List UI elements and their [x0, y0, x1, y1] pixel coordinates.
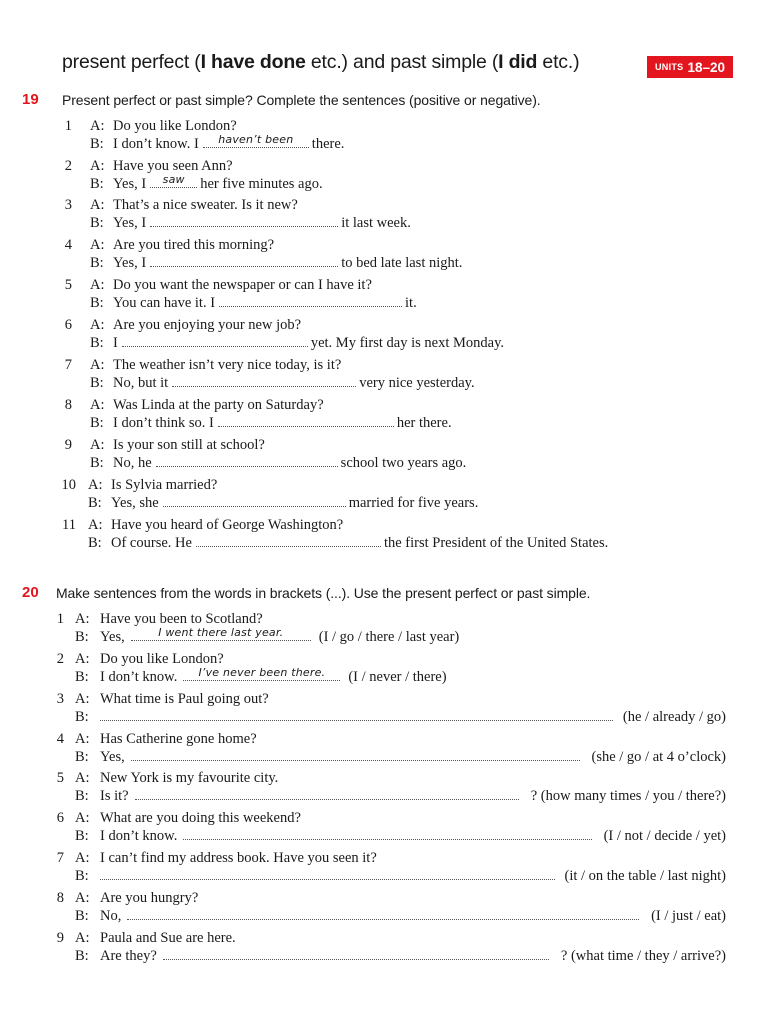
item-number: 11	[62, 517, 76, 533]
speaker-a-text: The weather isn’t very nice today, is it?	[113, 357, 342, 373]
speaker-a-text: Have you seen Ann?	[113, 158, 233, 174]
item-number: 2	[56, 651, 64, 667]
speaker-b-sentence	[113, 295, 417, 312]
speaker-a-text: Do you like London?	[113, 118, 237, 134]
answer-blank[interactable]	[183, 828, 591, 840]
item-number: 6	[64, 317, 72, 333]
speaker-b-label: B:	[90, 176, 104, 192]
sentence-end: her five minutes ago.	[200, 176, 323, 192]
speaker-a-label: A:	[90, 397, 105, 413]
speaker-a-label: A:	[75, 810, 90, 826]
speaker-b-sentence	[100, 948, 549, 965]
speaker-a-label: A:	[90, 237, 105, 253]
speaker-b-label: B:	[90, 375, 104, 391]
sentence-end: the first President of the United States.	[383, 535, 609, 551]
speaker-b-label: B:	[75, 709, 89, 725]
speaker-b-label: B:	[75, 788, 89, 804]
speaker-a-text: I can’t find my address book. Have you seen it?	[100, 850, 377, 866]
speaker-a-label: A:	[75, 651, 90, 667]
speaker-b-sentence	[113, 215, 411, 232]
speaker-b-label: B:	[90, 295, 104, 311]
sentence-end: it.	[405, 295, 417, 311]
answer-blank[interactable]	[100, 709, 613, 721]
sentence-end: school two years ago.	[340, 455, 467, 471]
speaker-b-label: B:	[90, 415, 104, 431]
speaker-a-text: Is Sylvia married?	[111, 477, 218, 493]
speaker-b-sentence	[113, 335, 504, 352]
sentence-end: it last week.	[341, 215, 411, 231]
answer-blank[interactable]	[150, 255, 338, 267]
sentence-end: very nice yesterday.	[359, 375, 475, 391]
answer-blank[interactable]	[131, 749, 580, 761]
word-prompt: (I / just / eat)	[651, 908, 726, 924]
answer-blank[interactable]	[196, 535, 381, 547]
sentence-start: You can have it. I	[113, 295, 216, 311]
answer-blank[interactable]	[150, 215, 338, 227]
speaker-a-text: Have you heard of George Washington?	[111, 517, 344, 533]
speaker-b-sentence	[111, 535, 608, 552]
speaker-b-label: B:	[88, 535, 102, 551]
answer-blank[interactable]	[219, 295, 402, 307]
speaker-a-text: New York is my favourite city.	[100, 770, 279, 786]
speaker-b-label: B:	[75, 629, 89, 645]
speaker-b-label: B:	[90, 255, 104, 271]
units-badge: UNITS 18–20	[647, 56, 733, 78]
speaker-b-sentence	[113, 133, 345, 153]
word-prompt: (he / already / go)	[622, 709, 726, 725]
speaker-b-sentence	[113, 255, 462, 272]
sentence-end: yet. My first day is next Monday.	[310, 335, 505, 351]
item-number: 10	[61, 477, 76, 493]
sentence-start: Yes,	[100, 749, 125, 765]
item-number: 3	[64, 197, 72, 213]
sentence-end: there.	[311, 136, 345, 152]
sentence-start: Are they?	[100, 948, 157, 964]
item-number: 1	[64, 118, 72, 134]
speaker-b-sentence	[100, 709, 613, 726]
speaker-a-text: Do you like London?	[100, 651, 224, 667]
speaker-b-label: B:	[90, 455, 104, 471]
answer-blank[interactable]	[183, 666, 340, 681]
sentence-start: Yes, I	[113, 255, 147, 271]
speaker-b-label: B:	[75, 908, 89, 924]
exercise-19-number: 19	[22, 91, 39, 108]
exercise-20-number: 20	[22, 584, 39, 601]
handwritten-answer: saw	[162, 173, 185, 186]
speaker-a-text: Has Catherine gone home?	[100, 731, 257, 747]
speaker-a-label: A:	[90, 317, 105, 333]
speaker-b-sentence	[113, 173, 323, 193]
item-number: 3	[56, 691, 64, 707]
speaker-b-sentence	[100, 749, 580, 766]
speaker-a-label: A:	[75, 930, 90, 946]
speaker-b-label: B:	[75, 868, 89, 884]
speaker-a-text: Was Linda at the party on Saturday?	[113, 397, 324, 413]
item-number: 7	[56, 850, 64, 866]
word-prompt: (she / go / at 4 o’clock)	[591, 749, 726, 765]
item-number: 4	[64, 237, 72, 253]
answer-blank[interactable]	[150, 173, 197, 188]
speaker-a-label: A:	[75, 850, 90, 866]
speaker-a-label: A:	[90, 197, 105, 213]
speaker-b-sentence	[100, 868, 555, 885]
speaker-b-label: B:	[75, 669, 89, 685]
answer-blank[interactable]	[203, 133, 309, 148]
speaker-a-label: A:	[90, 118, 105, 134]
speaker-b-label: B:	[90, 136, 104, 152]
speaker-b-label: B:	[75, 948, 89, 964]
answer-blank[interactable]	[100, 868, 555, 880]
speaker-a-text: Are you hungry?	[100, 890, 199, 906]
speaker-b-sentence	[113, 375, 475, 392]
answer-blank[interactable]	[127, 908, 639, 920]
speaker-a-text: That’s a nice sweater. Is it new?	[113, 197, 298, 213]
handwritten-answer: I went there last year.	[158, 626, 284, 639]
item-number: 1	[56, 611, 64, 627]
sentence-start: Is it?	[100, 788, 129, 804]
sentence-end: married for five years.	[348, 495, 479, 511]
speaker-a-label: A:	[75, 691, 90, 707]
speaker-a-label: A:	[88, 517, 103, 533]
speaker-a-label: A:	[75, 770, 90, 786]
item-number: 5	[64, 277, 72, 293]
handwritten-answer: I’ve never been there.	[198, 666, 326, 679]
speaker-a-text: What time is Paul going out?	[100, 691, 269, 707]
speaker-b-sentence	[113, 455, 466, 472]
handwritten-answer: haven’t been	[218, 133, 294, 146]
sentence-start: I don’t know. I	[113, 136, 199, 152]
speaker-a-text: Are you enjoying your new job?	[113, 317, 302, 333]
speaker-a-label: A:	[75, 611, 90, 627]
speaker-b-label: B:	[90, 215, 104, 231]
sentence-start: Of course. He	[111, 535, 192, 551]
item-number: 8	[64, 397, 72, 413]
speaker-b-label: B:	[75, 749, 89, 765]
word-prompt: (it / on the table / last night)	[564, 868, 726, 884]
word-prompt: (I / not / decide / yet)	[603, 828, 726, 844]
speaker-a-text: Have you been to Scotland?	[100, 611, 263, 627]
word-prompt: ? (what time / they / arrive?)	[560, 948, 726, 964]
sentence-start: I don’t know.	[100, 669, 178, 685]
answer-blank[interactable]	[172, 375, 356, 387]
speaker-b-label: B:	[75, 828, 89, 844]
answer-blank[interactable]	[131, 626, 311, 641]
sentence-start: I don’t know.	[100, 828, 178, 844]
speaker-a-label: A:	[90, 277, 105, 293]
speaker-b-sentence	[100, 788, 519, 805]
speaker-b-label: B:	[90, 335, 104, 351]
speaker-a-label: A:	[90, 437, 105, 453]
sentence-end: her there.	[396, 415, 452, 431]
speaker-a-text: Are you tired this morning?	[113, 237, 275, 253]
sentence-start: I	[113, 335, 118, 351]
speaker-b-label: B:	[88, 495, 102, 511]
item-number: 4	[56, 731, 64, 747]
sentence-end: to bed late last night.	[341, 255, 463, 271]
item-number: 8	[56, 890, 64, 906]
speaker-a-label: A:	[90, 158, 105, 174]
answer-blank[interactable]	[218, 415, 394, 427]
answer-blank[interactable]	[163, 948, 549, 960]
speaker-b-sentence	[100, 828, 592, 845]
item-number: 9	[56, 930, 64, 946]
page-title: present perfect (I have done etc.) and past simple (I did etc.)	[62, 51, 580, 73]
answer-blank[interactable]	[163, 495, 346, 507]
speaker-b-sentence	[100, 666, 340, 686]
exercise-19-instruction: Present perfect or past simple? Complete the sentences (positive or negative).	[62, 92, 541, 108]
item-number: 9	[64, 437, 72, 453]
speaker-a-label: A:	[88, 477, 103, 493]
word-prompt: (I / go / there / last year)	[318, 629, 460, 645]
sentence-start: Yes, I	[113, 176, 147, 192]
sentence-start: No,	[100, 908, 122, 924]
speaker-b-sentence	[111, 495, 478, 512]
word-prompt: ? (how many times / you / there?)	[530, 788, 726, 804]
item-number: 2	[64, 158, 72, 174]
sentence-start: Yes,	[100, 629, 125, 645]
speaker-a-text: Paula and Sue are here.	[100, 930, 236, 946]
exercise-20-instruction: Make sentences from the words in brackets (...). Use the present perfect or past simple.	[56, 585, 591, 601]
sentence-start: Yes, she	[111, 495, 159, 511]
speaker-b-sentence	[100, 908, 639, 925]
answer-blank[interactable]	[135, 788, 519, 800]
answer-blank[interactable]	[156, 455, 338, 467]
answer-blank[interactable]	[122, 335, 308, 347]
speaker-a-text: What are you doing this weekend?	[100, 810, 301, 826]
word-prompt: (I / never / there)	[348, 669, 447, 685]
speaker-a-label: A:	[75, 731, 90, 747]
sentence-start: No, he	[113, 455, 152, 471]
speaker-b-sentence	[113, 415, 452, 432]
speaker-a-text: Do you want the newspaper or can I have it?	[113, 277, 372, 293]
item-number: 6	[56, 810, 64, 826]
sentence-start: Yes, I	[113, 215, 147, 231]
sentence-start: No, but it	[113, 375, 169, 391]
speaker-b-sentence	[100, 626, 311, 646]
sentence-start: I don’t think so. I	[113, 415, 214, 431]
item-number: 7	[64, 357, 72, 373]
item-number: 5	[56, 770, 64, 786]
speaker-a-label: A:	[75, 890, 90, 906]
speaker-a-text: Is your son still at school?	[113, 437, 265, 453]
speaker-a-label: A:	[90, 357, 105, 373]
